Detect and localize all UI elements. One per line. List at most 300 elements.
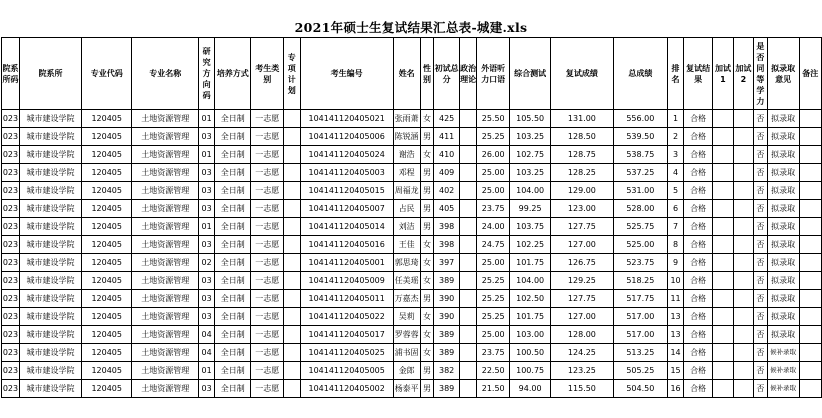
- table-cell: 023: [2, 164, 20, 182]
- table-cell: 合格: [683, 308, 712, 326]
- table-cell: 03: [199, 308, 215, 326]
- table-cell: [459, 164, 477, 182]
- table-cell: [284, 200, 301, 218]
- table-cell: [733, 344, 753, 362]
- table-cell: 土地资源管理: [132, 362, 199, 380]
- table-cell: [733, 362, 753, 380]
- table-cell: 104141120405021: [300, 110, 393, 128]
- table-row: [2, 218, 822, 236]
- table-cell: [284, 254, 301, 272]
- table-cell: 03: [199, 290, 215, 308]
- table-cell: 否: [754, 146, 768, 164]
- table-cell: 94.00: [509, 380, 550, 398]
- column-header: 考生类别: [251, 38, 284, 110]
- table-cell: 拟录取: [767, 308, 799, 326]
- table-cell: [459, 236, 477, 254]
- table-cell: 104141120405002: [300, 380, 393, 398]
- table-cell: [713, 308, 733, 326]
- table-cell: 13: [668, 308, 684, 326]
- table-cell: [733, 380, 753, 398]
- table-cell: 男: [420, 290, 434, 308]
- table-cell: 男: [420, 362, 434, 380]
- table-cell: 03: [199, 128, 215, 146]
- table-cell: 合格: [683, 110, 712, 128]
- table-cell: [284, 110, 301, 128]
- table-cell: 104141120405001: [300, 254, 393, 272]
- table-cell: 023: [2, 146, 20, 164]
- table-cell: 城市建设学院: [19, 146, 81, 164]
- table-row: [2, 200, 822, 218]
- table-cell: [799, 326, 821, 344]
- table-cell: 23.75: [477, 344, 510, 362]
- table-cell: 城市建设学院: [19, 164, 81, 182]
- table-cell: [799, 362, 821, 380]
- table-cell: 023: [2, 380, 20, 398]
- table-cell: 城市建设学院: [19, 182, 81, 200]
- table-cell: 女: [420, 254, 434, 272]
- table-cell: 8: [668, 236, 684, 254]
- table-cell: 全日制: [215, 272, 251, 290]
- table-cell: 120405: [82, 290, 132, 308]
- table-cell: [284, 218, 301, 236]
- table-cell: 518.25: [613, 272, 668, 290]
- table-cell: 全日制: [215, 254, 251, 272]
- table-cell: [799, 308, 821, 326]
- table-cell: 全日制: [215, 200, 251, 218]
- table-cell: 410: [434, 146, 460, 164]
- table-cell: 1: [668, 110, 684, 128]
- table-cell: 120405: [82, 326, 132, 344]
- table-cell: 103.25: [509, 164, 550, 182]
- table-cell: 合格: [683, 164, 712, 182]
- table-cell: 127.75: [551, 218, 613, 236]
- table-cell: 2: [668, 128, 684, 146]
- table-cell: 一志愿: [251, 182, 284, 200]
- table-cell: 25.25: [477, 272, 510, 290]
- table-cell: [459, 110, 477, 128]
- table-cell: [733, 110, 753, 128]
- column-header: 总成绩: [613, 38, 668, 110]
- table-cell: 120405: [82, 110, 132, 128]
- column-header: 备注: [799, 38, 821, 110]
- table-cell: 否: [754, 110, 768, 128]
- column-header: 加试2: [733, 38, 753, 110]
- table-cell: 全日制: [215, 362, 251, 380]
- table-cell: 101.75: [509, 308, 550, 326]
- table-cell: [799, 128, 821, 146]
- table-cell: 104141120405006: [300, 128, 393, 146]
- table-cell: [713, 146, 733, 164]
- table-cell: 3: [668, 146, 684, 164]
- table-cell: [733, 128, 753, 146]
- table-cell: 否: [754, 200, 768, 218]
- table-cell: [799, 218, 821, 236]
- column-header: 专项计划: [284, 38, 301, 110]
- table-cell: 一志愿: [251, 146, 284, 164]
- table-cell: 16: [668, 380, 684, 398]
- table-cell: [459, 218, 477, 236]
- table-cell: 389: [434, 326, 460, 344]
- table-cell: 023: [2, 272, 20, 290]
- table-cell: 03: [199, 272, 215, 290]
- table-cell: [713, 326, 733, 344]
- table-cell: 13: [668, 326, 684, 344]
- table-cell: [459, 308, 477, 326]
- table-cell: [799, 236, 821, 254]
- table-cell: 25.00: [477, 254, 510, 272]
- table-cell: 389: [434, 344, 460, 362]
- table-cell: 一志愿: [251, 326, 284, 344]
- table-cell: 10: [668, 272, 684, 290]
- table-cell: 土地资源管理: [132, 380, 199, 398]
- table-cell: 全日制: [215, 146, 251, 164]
- table-cell: 一志愿: [251, 344, 284, 362]
- table-cell: 合格: [683, 200, 712, 218]
- table-cell: [733, 254, 753, 272]
- table-cell: 拟录取: [767, 110, 799, 128]
- table-cell: 127.00: [551, 236, 613, 254]
- table-cell: 22.50: [477, 362, 510, 380]
- table-cell: 25.50: [477, 110, 510, 128]
- table-cell: 杨泰平: [393, 380, 420, 398]
- table-cell: 390: [434, 308, 460, 326]
- table-cell: [733, 290, 753, 308]
- column-header: 初试总分: [434, 38, 460, 110]
- table-cell: 03: [199, 200, 215, 218]
- table-cell: 合格: [683, 326, 712, 344]
- table-cell: 土地资源管理: [132, 326, 199, 344]
- table-cell: 24.00: [477, 218, 510, 236]
- table-cell: 全日制: [215, 344, 251, 362]
- table-cell: 女: [420, 146, 434, 164]
- table-cell: 25.25: [477, 290, 510, 308]
- table-cell: 129.25: [551, 272, 613, 290]
- table-cell: 一志愿: [251, 290, 284, 308]
- table-cell: 528.00: [613, 200, 668, 218]
- column-header: 性别: [420, 38, 434, 110]
- table-cell: [799, 254, 821, 272]
- table-cell: 25.25: [477, 308, 510, 326]
- table-cell: 否: [754, 128, 768, 146]
- table-cell: [459, 254, 477, 272]
- table-cell: 男: [420, 164, 434, 182]
- table-cell: 城市建设学院: [19, 380, 81, 398]
- table-cell: [713, 200, 733, 218]
- table-cell: 127.00: [551, 308, 613, 326]
- table-cell: 5: [668, 182, 684, 200]
- table-cell: 城市建设学院: [19, 110, 81, 128]
- table-cell: 128.50: [551, 128, 613, 146]
- table-cell: 7: [668, 218, 684, 236]
- table-cell: 537.25: [613, 164, 668, 182]
- table-cell: 104141120405016: [300, 236, 393, 254]
- column-header: 培养方式: [215, 38, 251, 110]
- table-cell: 123.00: [551, 200, 613, 218]
- table-cell: 023: [2, 200, 20, 218]
- table-cell: 01: [199, 110, 215, 128]
- column-header: 拟录取意见: [767, 38, 799, 110]
- table-cell: 390: [434, 290, 460, 308]
- table-cell: [459, 362, 477, 380]
- table-cell: 120405: [82, 380, 132, 398]
- table-cell: 一志愿: [251, 128, 284, 146]
- table-cell: 周福龙: [393, 182, 420, 200]
- table-cell: [713, 290, 733, 308]
- table-cell: 否: [754, 326, 768, 344]
- table-cell: 拟录取: [767, 290, 799, 308]
- table-cell: 104141120405003: [300, 164, 393, 182]
- table-cell: 土地资源管理: [132, 272, 199, 290]
- table-cell: 382: [434, 362, 460, 380]
- table-cell: 一志愿: [251, 272, 284, 290]
- table-cell: 全日制: [215, 164, 251, 182]
- table-cell: 115.50: [551, 380, 613, 398]
- table-cell: 103.00: [509, 326, 550, 344]
- table-cell: 一志愿: [251, 218, 284, 236]
- table-cell: 539.50: [613, 128, 668, 146]
- table-cell: 398: [434, 236, 460, 254]
- table-cell: 一志愿: [251, 308, 284, 326]
- table-cell: 102.75: [509, 146, 550, 164]
- table-cell: 01: [199, 362, 215, 380]
- table-cell: 4: [668, 164, 684, 182]
- table-cell: [459, 146, 477, 164]
- table-cell: 合格: [683, 218, 712, 236]
- table-cell: 03: [199, 164, 215, 182]
- table-cell: [459, 272, 477, 290]
- table-cell: 候补录取: [767, 362, 799, 380]
- table-cell: 104.00: [509, 182, 550, 200]
- table-cell: 104141120405025: [300, 344, 393, 362]
- column-header: 政治理论: [459, 38, 477, 110]
- table-cell: 合格: [683, 272, 712, 290]
- table-cell: 城市建设学院: [19, 236, 81, 254]
- table-cell: 02: [199, 254, 215, 272]
- table-cell: 否: [754, 290, 768, 308]
- table-cell: 全日制: [215, 326, 251, 344]
- table-cell: 120405: [82, 146, 132, 164]
- table-cell: 刘洁: [393, 218, 420, 236]
- table-cell: 全日制: [215, 380, 251, 398]
- table-cell: 全日制: [215, 308, 251, 326]
- table-cell: 拟录取: [767, 146, 799, 164]
- table-cell: 120405: [82, 344, 132, 362]
- table-cell: 全日制: [215, 128, 251, 146]
- table-cell: [284, 308, 301, 326]
- table-cell: 土地资源管理: [132, 182, 199, 200]
- column-header: 研究方向码: [199, 38, 215, 110]
- table-cell: [799, 290, 821, 308]
- table-cell: [713, 218, 733, 236]
- table-cell: 104141120405024: [300, 146, 393, 164]
- table-cell: 合格: [683, 128, 712, 146]
- column-header: 复试成绩: [551, 38, 613, 110]
- table-cell: 邓程: [393, 164, 420, 182]
- table-cell: 合格: [683, 290, 712, 308]
- table-cell: 否: [754, 272, 768, 290]
- table-cell: 女: [420, 344, 434, 362]
- column-header: 是否同等学力: [754, 38, 768, 110]
- table-cell: 023: [2, 344, 20, 362]
- column-header: 专业代码: [82, 38, 132, 110]
- table-cell: 女: [420, 110, 434, 128]
- column-header: 院系所码: [2, 38, 20, 110]
- table-cell: 104141120405014: [300, 218, 393, 236]
- table-cell: [733, 182, 753, 200]
- table-cell: 14: [668, 344, 684, 362]
- table-cell: 01: [199, 146, 215, 164]
- table-cell: 11: [668, 290, 684, 308]
- table-cell: 023: [2, 326, 20, 344]
- table-cell: 城市建设学院: [19, 362, 81, 380]
- table-cell: 王佳: [393, 236, 420, 254]
- table-cell: 城市建设学院: [19, 272, 81, 290]
- table-row: [2, 290, 822, 308]
- table-cell: 21.50: [477, 380, 510, 398]
- table-cell: [713, 128, 733, 146]
- column-header: 姓名: [393, 38, 420, 110]
- table-cell: [733, 308, 753, 326]
- table-row: [2, 272, 822, 290]
- table-cell: 否: [754, 254, 768, 272]
- table-cell: 03: [199, 380, 215, 398]
- table-cell: 04: [199, 326, 215, 344]
- table-cell: 01: [199, 218, 215, 236]
- table-cell: 土地资源管理: [132, 344, 199, 362]
- table-cell: 03: [199, 236, 215, 254]
- table-cell: 131.00: [551, 110, 613, 128]
- table-cell: 25.25: [477, 128, 510, 146]
- table-cell: [733, 326, 753, 344]
- table-cell: [284, 290, 301, 308]
- table-cell: 411: [434, 128, 460, 146]
- table-cell: 候补录取: [767, 344, 799, 362]
- table-cell: [733, 164, 753, 182]
- results-table: [1, 37, 822, 398]
- table-cell: 425: [434, 110, 460, 128]
- column-header: 院系所: [19, 38, 81, 110]
- table-cell: 合格: [683, 254, 712, 272]
- table-cell: 否: [754, 236, 768, 254]
- table-cell: [799, 272, 821, 290]
- table-cell: 否: [754, 344, 768, 362]
- table-cell: [733, 218, 753, 236]
- table-cell: [459, 326, 477, 344]
- table-row: [2, 236, 822, 254]
- table-cell: 556.00: [613, 110, 668, 128]
- table-cell: 102.50: [509, 290, 550, 308]
- table-cell: [459, 128, 477, 146]
- table-cell: 男: [420, 182, 434, 200]
- table-cell: 128.00: [551, 326, 613, 344]
- table-cell: 120405: [82, 362, 132, 380]
- table-cell: 郭思琦: [393, 254, 420, 272]
- table-cell: 104141120405011: [300, 290, 393, 308]
- table-cell: 候补录取: [767, 380, 799, 398]
- table-cell: [713, 380, 733, 398]
- table-cell: 124.25: [551, 344, 613, 362]
- table-row: [2, 308, 822, 326]
- table-cell: 拟录取: [767, 218, 799, 236]
- table-cell: 23.75: [477, 200, 510, 218]
- table-row: [2, 362, 822, 380]
- table-cell: 128.75: [551, 146, 613, 164]
- table-cell: 120405: [82, 254, 132, 272]
- table-cell: 397: [434, 254, 460, 272]
- table-cell: 女: [420, 308, 434, 326]
- table-cell: 男: [420, 200, 434, 218]
- table-cell: 24.75: [477, 236, 510, 254]
- column-header: 考生编号: [300, 38, 393, 110]
- table-cell: 023: [2, 182, 20, 200]
- table-cell: [799, 200, 821, 218]
- table-cell: 100.50: [509, 344, 550, 362]
- table-cell: [733, 272, 753, 290]
- table-cell: [284, 380, 301, 398]
- table-cell: 拟录取: [767, 182, 799, 200]
- table-row: [2, 380, 822, 398]
- table-cell: 合格: [683, 182, 712, 200]
- table-cell: 120405: [82, 128, 132, 146]
- table-cell: 罗蓉蓉: [393, 326, 420, 344]
- table-cell: 525.75: [613, 218, 668, 236]
- table-cell: 523.75: [613, 254, 668, 272]
- table-cell: 023: [2, 308, 20, 326]
- table-cell: 398: [434, 218, 460, 236]
- table-cell: 402: [434, 182, 460, 200]
- table-cell: 一志愿: [251, 110, 284, 128]
- table-cell: 土地资源管理: [132, 308, 199, 326]
- table-cell: 513.25: [613, 344, 668, 362]
- table-cell: [459, 380, 477, 398]
- table-cell: 全日制: [215, 218, 251, 236]
- table-cell: 陈锐涵: [393, 128, 420, 146]
- table-cell: 否: [754, 380, 768, 398]
- table-cell: 104.00: [509, 272, 550, 290]
- table-cell: 389: [434, 380, 460, 398]
- table-cell: [284, 146, 301, 164]
- table-cell: 否: [754, 308, 768, 326]
- table-cell: 126.75: [551, 254, 613, 272]
- table-cell: 一志愿: [251, 200, 284, 218]
- table-cell: 127.75: [551, 290, 613, 308]
- table-cell: 城市建设学院: [19, 290, 81, 308]
- table-cell: [284, 182, 301, 200]
- table-cell: 吴莉: [393, 308, 420, 326]
- column-header: 排名: [668, 38, 684, 110]
- table-cell: 9: [668, 254, 684, 272]
- table-cell: [284, 344, 301, 362]
- column-header: 加试1: [713, 38, 733, 110]
- table-cell: 拟录取: [767, 128, 799, 146]
- table-cell: 否: [754, 362, 768, 380]
- table-cell: [459, 290, 477, 308]
- table-cell: 023: [2, 290, 20, 308]
- table-cell: 6: [668, 200, 684, 218]
- table-cell: 一志愿: [251, 236, 284, 254]
- table-cell: 102.25: [509, 236, 550, 254]
- table-cell: 金郎: [393, 362, 420, 380]
- column-header: 复试结果: [683, 38, 712, 110]
- table-cell: 占民: [393, 200, 420, 218]
- table-cell: 104141120405009: [300, 272, 393, 290]
- table-cell: 104141120405015: [300, 182, 393, 200]
- table-cell: [799, 380, 821, 398]
- table-cell: [459, 344, 477, 362]
- table-row: [2, 110, 822, 128]
- table-cell: [799, 182, 821, 200]
- table-cell: 合格: [683, 362, 712, 380]
